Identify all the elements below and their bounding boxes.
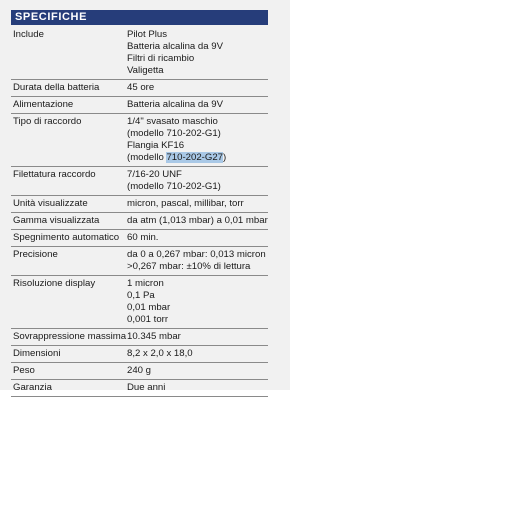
spec-value: da 0 a 0,267 mbar: 0,013 micron: [127, 249, 266, 260]
spec-panel: [0, 0, 290, 393]
highlight-suffix: ): [223, 152, 227, 163]
spec-value: Flangia KF16: [127, 140, 185, 151]
spec-value: da atm (1,013 mbar) a 0,01 mbar: [127, 215, 268, 226]
spec-row-accuracy: [11, 247, 268, 276]
spec-values: [127, 215, 268, 227]
spec-row-fitting-type: [11, 114, 268, 167]
spec-label: Precisione: [13, 249, 58, 260]
spec-row-auto-off: [11, 230, 268, 247]
spec-value: 45 ore: [127, 82, 155, 93]
spec-row-weight: [11, 363, 268, 380]
spec-row-warranty: [11, 380, 268, 397]
spec-label: Alimentazione: [13, 99, 74, 110]
spec-values: [127, 278, 268, 326]
spec-values: [127, 99, 268, 111]
spec-value: Batteria alcalina da 9V: [127, 41, 223, 52]
spec-values: [127, 331, 268, 343]
spec-value: 8,2 x 2,0 x 18,0: [127, 348, 193, 359]
section-header: SPECIFICHE: [11, 10, 268, 25]
spec-values: [127, 382, 268, 394]
spec-label: Risoluzione display: [13, 278, 96, 289]
spec-value: 60 min.: [127, 232, 159, 243]
spec-row-resolution: [11, 276, 268, 329]
spec-label: Spegnimento automatico: [13, 232, 120, 243]
spec-value: (modello 710-202-G1): [127, 181, 221, 192]
spec-value: 0,001 torr: [127, 314, 169, 325]
spec-row-max-overpressure: [11, 329, 268, 346]
spec-value: 1/4" svasato maschio: [127, 116, 218, 127]
spec-table: [11, 27, 268, 397]
spec-values: [127, 198, 268, 210]
spec-value: micron, pascal, millibar, torr: [127, 198, 244, 209]
spec-value-highlighted: [127, 152, 268, 164]
spec-values: [127, 249, 268, 273]
spec-value: 0,01 mbar: [127, 302, 171, 313]
spec-values: [127, 82, 268, 94]
spec-value: Batteria alcalina da 9V: [127, 99, 223, 110]
spec-row-units: [11, 196, 268, 213]
spec-row-power: [11, 97, 268, 114]
selected-text[interactable]: 710-202-G27: [166, 152, 224, 163]
spec-values: [127, 365, 268, 377]
spec-value: >0,267 mbar: ±10% di lettura: [127, 261, 251, 272]
spec-value: 1 micron: [127, 278, 164, 289]
spec-label: Peso: [13, 365, 35, 376]
spec-label: Dimensioni: [13, 348, 61, 359]
spec-label: Gamma visualizzata: [13, 215, 100, 226]
spec-row-thread: [11, 167, 268, 196]
spec-label: Garanzia: [13, 382, 52, 393]
spec-value: 10.345 mbar: [127, 331, 181, 342]
spec-value: 240 g: [127, 365, 152, 376]
spec-row-battery-life: [11, 80, 268, 97]
spec-value: (modello 710-202-G1): [127, 128, 221, 139]
spec-row-include: [11, 27, 268, 80]
spec-label: Include: [13, 29, 44, 40]
spec-value: Valigetta: [127, 65, 164, 76]
highlight-prefix: (modello: [127, 152, 167, 163]
spec-label: Filettatura raccordo: [13, 169, 96, 180]
spec-values: [127, 116, 268, 164]
spec-value: 0,1 Pa: [127, 290, 155, 301]
spec-values: [127, 232, 268, 244]
spec-value: Due anni: [127, 382, 166, 393]
spec-value: Filtri di ricambio: [127, 53, 195, 64]
spec-value: Pilot Plus: [127, 29, 167, 40]
spec-row-dimensions: [11, 346, 268, 363]
spec-label: Durata della batteria: [13, 82, 100, 93]
spec-row-range: [11, 213, 268, 230]
spec-values: [127, 348, 268, 360]
spec-label: Sovrappressione massima: [13, 331, 127, 342]
spec-values: [127, 169, 268, 193]
spec-value: 7/16-20 UNF: [127, 169, 182, 180]
spec-label: Tipo di raccordo: [13, 116, 82, 127]
spec-values: [127, 29, 268, 77]
spec-label: Unità visualizzate: [13, 198, 88, 209]
